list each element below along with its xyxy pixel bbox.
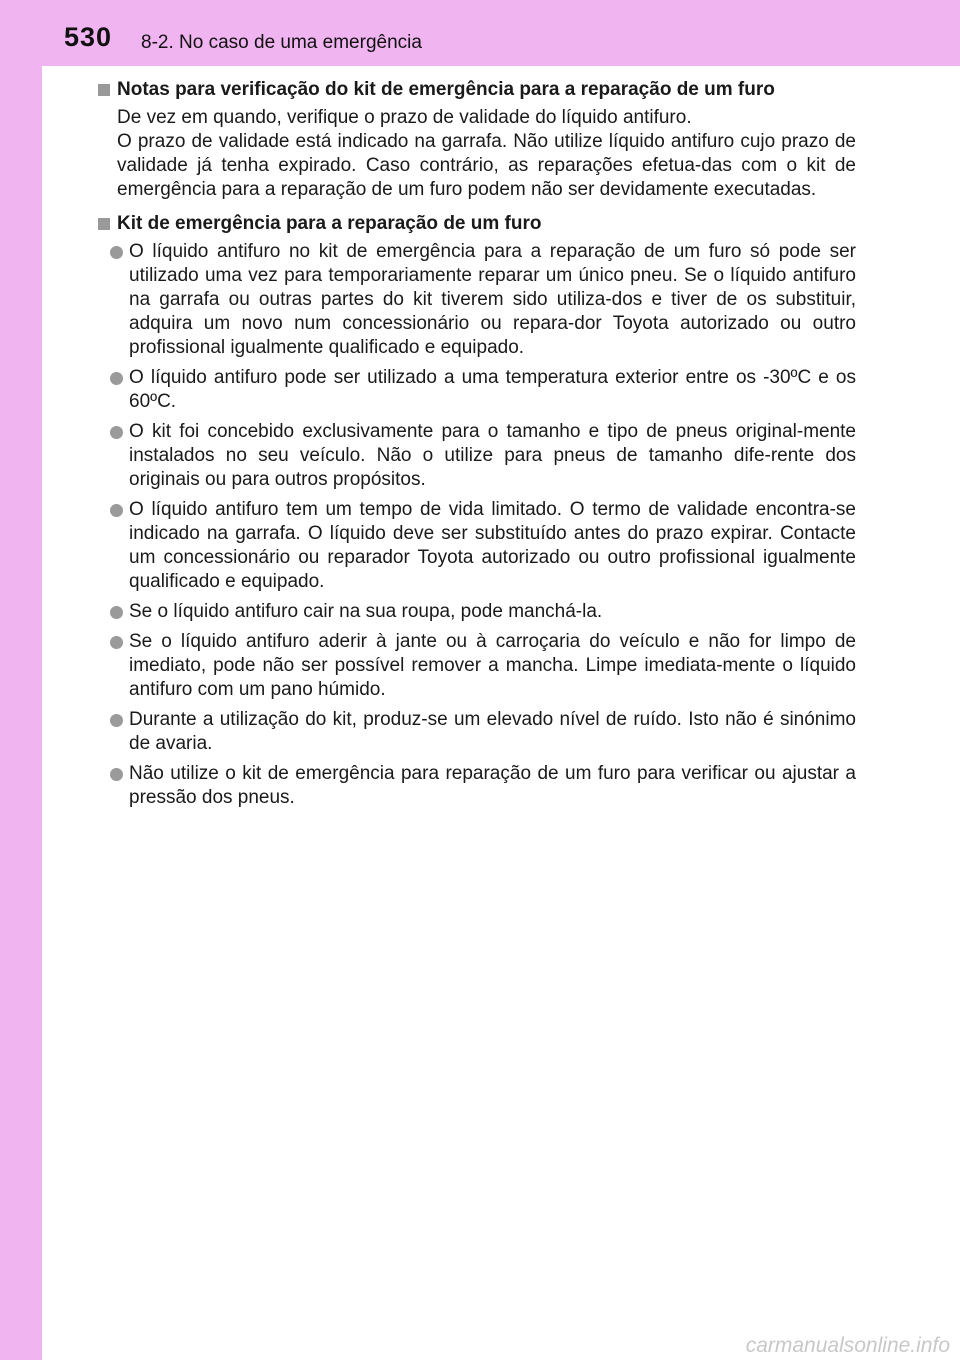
list-item-text: Se o líquido antifuro cair na sua roupa, pode manchá-la. (129, 601, 603, 622)
list-item-text: O líquido antifuro tem um tempo de vida limitado. O termo de validade encontra-se indicado na garrafa. O líquido deve ser substituído antes do prazo expirar. Contacte um concessionário ou reparador Toyota autorizado ou outro profissional igualmente qualificado e equipado. (129, 499, 856, 592)
square-bullet-icon (98, 84, 110, 96)
list-item (110, 600, 856, 624)
list-item-text: Se o líquido antifuro aderir à jante ou à carroçaria do veículo e não for limpo de imediato, pode não ser possível remover a mancha. Limpe imediata-mente o líquido antifuro com um pano húmido. (129, 631, 856, 700)
page-content (98, 78, 856, 820)
circle-bullet-icon (110, 714, 123, 727)
circle-bullet-icon (110, 504, 123, 517)
list-item (110, 366, 856, 414)
list-item (110, 420, 856, 492)
circle-bullet-icon (110, 246, 123, 259)
paragraph-line: De vez em quando, verifique o prazo de validade do líquido antifuro. (117, 107, 692, 128)
heading-text: Notas para verificação do kit de emergência para a reparação de um furo (117, 79, 775, 100)
paragraph-text: O prazo de validade está indicado na garrafa. Não utilize líquido antifuro cujo prazo de validade já tenha expirado. Caso contrário, as reparações efetua-das com o kit de emergência para a reparação de um furo podem não ser devidamente executadas. (117, 131, 856, 200)
notes-section (98, 78, 856, 202)
notes-paragraph (117, 106, 856, 202)
circle-bullet-icon (110, 426, 123, 439)
bullet-list (110, 240, 856, 810)
side-color-bar (0, 0, 42, 1360)
list-item (110, 630, 856, 702)
square-bullet-icon (98, 218, 110, 230)
list-item (110, 708, 856, 756)
kit-section (98, 212, 856, 810)
section-heading (98, 78, 856, 102)
list-item (110, 240, 856, 360)
section-heading (98, 212, 856, 236)
list-item (110, 762, 856, 810)
section-title: 8-2. No caso de uma emergência (141, 32, 422, 53)
circle-bullet-icon (110, 606, 123, 619)
circle-bullet-icon (110, 768, 123, 781)
circle-bullet-icon (110, 372, 123, 385)
watermark: carmanualsonline.info (745, 1334, 950, 1357)
list-item-text: Não utilize o kit de emergência para reparação de um furo para verificar ou ajustar a pressão dos pneus. (129, 763, 856, 808)
list-item-text: O líquido antifuro pode ser utilizado a uma temperatura exterior entre os -30ºC e os 60ºC. (129, 367, 856, 412)
list-item-text: O kit foi concebido exclusivamente para o tamanho e tipo de pneus original-mente instalados no seu veículo. Não o utilize para pneus de tamanho dife-rente dos originais ou para outros propósitos. (129, 421, 856, 490)
list-item-text: O líquido antifuro no kit de emergência para a reparação de um furo só pode ser utilizado uma vez para temporariamente reparar um único pneu. Se o líquido antifuro na garrafa ou outras partes do kit tiverem sido utiliza-dos e tiver de os substituir, adquira um novo num concessionário ou repara-dor Toyota autorizado ou outro profissional igualmente qualificado e equipado. (129, 241, 856, 358)
heading-text: Kit de emergência para a reparação de um furo (117, 213, 542, 234)
page-number: 530 (64, 22, 113, 52)
circle-bullet-icon (110, 636, 123, 649)
list-item-text: Durante a utilização do kit, produz-se um elevado nível de ruído. Isto não é sinónimo de avaria. (129, 709, 856, 754)
list-item (110, 498, 856, 594)
